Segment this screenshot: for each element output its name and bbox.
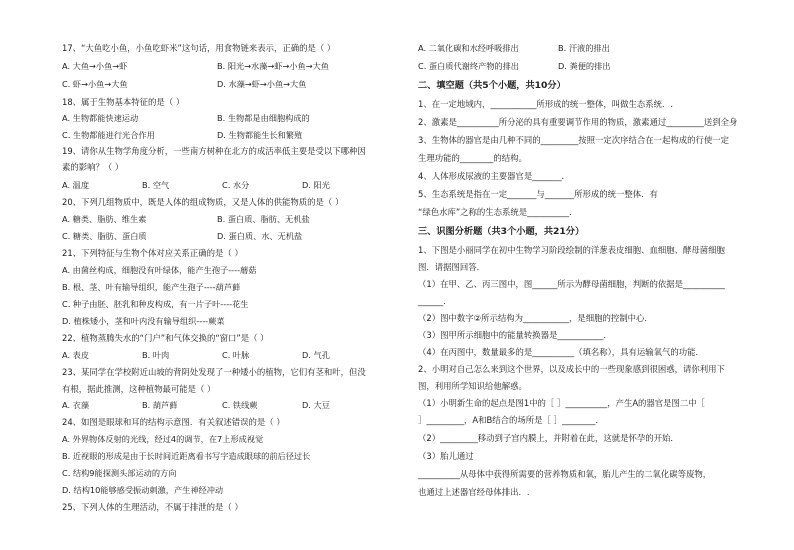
q21-option-c: C. 种子由胚、胚乳和种皮构成，有一片子叶----花生 (62, 299, 249, 309)
diagram-q2-sub2: （2）_________移动到子宫内膜上，并附着在此，这就是怀孕的开始． (418, 433, 679, 443)
q18-option-d: D. 生物都能生长和繁殖 (217, 130, 303, 140)
q20-option-d: D. 蛋白质、水、无机盐 (217, 231, 303, 241)
q21-option-a: A. 由菌丝构成，细胞没有叶绿体，能产生孢子----蘑菇 (62, 265, 257, 275)
fill-q1: 1、在一定地域内，___________所形成的统一整体，叫做生态系统．. (418, 99, 674, 109)
section3-title: 三、识图分析题（共3个小题，共21分） (418, 226, 585, 237)
fill-q5-line2: “绿色水库”之称的生态系统是__________． (418, 207, 578, 217)
q24-option-a: A. 外界物体反射的光线，经过4的调节，在7上形成视觉 (62, 434, 264, 444)
diagram-q2-line2: 图，利用所学知识给他解惑。 (418, 381, 527, 391)
diagram-q1-sub4: （4）在丙图中，数量最多的是__________（填名称），具有运输氧气的功能． (418, 347, 704, 357)
q22-option-a: A. 表皮 (62, 350, 90, 360)
diagram-q1-sub1: （1）在甲、乙、丙三图中，图______所示为酵母菌细胞，判断的依据是__________ (418, 279, 725, 289)
q19-option-c: C. 水分 (222, 180, 250, 190)
q24-stem: 24、如图是眼球和耳的结构示意图．有关叙述错误的是（ ） (62, 417, 285, 427)
q22-option-c: C. 叶脉 (222, 350, 250, 360)
q23-option-d: D. 大豆 (302, 400, 330, 410)
q23-option-c: C. 铁线蕨 (222, 400, 258, 410)
q18-option-b: B. 生物都是由细胞构成的 (217, 113, 310, 123)
q21-option-d: D. 植株矮小，茎和叶内没有输导组织----蕨菜 (62, 316, 225, 326)
diagram-q2-sub3-line2: __________从母体中获得所需要的营养物质和氧，胎儿产生的二氧化碳等废物， (418, 469, 712, 479)
diagram-q2-sub1-line2: ］_________，A和B结合的场所是［ ］________． (418, 415, 604, 425)
q24-option-c: C. 结构9能探测头部运动的方向 (62, 468, 177, 478)
q18-option-a: A. 生物都能快速运动 (62, 113, 139, 123)
q17-option-b: B. 阳光→水藻→虾→小鱼→大鱼 (217, 61, 329, 71)
q25-option-c: C. 蛋白质代谢终产物的排出 (418, 61, 519, 71)
q20-option-a: A. 糖类、脂肪、维生素 (62, 214, 147, 224)
diagram-q2-sub3-line3: 也通过上述器官经母体排出．. (418, 487, 530, 497)
q20-stem: 20、下列几组物质中，既是人体的组成物质，又是人体的供能物质的是（ ） (62, 197, 344, 207)
q19-option-b: B. 空气 (142, 180, 170, 190)
diagram-q1-sub2: （2）图中数字②所示结构为___________，是细胞的控制中心． (418, 313, 653, 323)
fill-q2: 2、激素是__________所分泌的具有重要调节作用的物质，激素通过_________送到全身 (418, 117, 738, 127)
q19-stem-line2: 素的影响？（ ） (62, 162, 124, 172)
diagram-q1-sub3: （3）图甲所示细胞中的能量转换器是___________． (418, 330, 612, 340)
q23-option-a: A. 衣藻 (62, 400, 90, 410)
fill-q3-line1: 3、生物体的器官是由几种不同的_________按照一定次序结合在一起构成的行使一定 (418, 135, 730, 145)
q17-option-c: C. 虾→小鱼→大鱼 (62, 79, 128, 89)
q22-stem: 22、植物蒸腾失水的“门户”和气体交换的“窗口”是（ ） (62, 333, 269, 343)
q24-option-d: D. 结构10能够感受振动刺激，产生神经冲动 (62, 485, 224, 495)
section2-title: 二、填空题（共5个小题，共10分） (418, 80, 566, 91)
diagram-q2-line1: 2、小明对自己怎么来到这个世界，以及成长中的一些现象感到很困惑，请你利用下 (418, 364, 725, 374)
q23-stem-line2: 有根，据此推测，这种植物最可能是（ ） (62, 384, 216, 394)
q23-option-b: B. 葫芦藓 (142, 400, 178, 410)
fill-q3-line2: 生理功能的________的结构。 (418, 153, 527, 163)
q17-stem: 17、“大鱼吃小鱼，小鱼吃虾米”这句话，用食物链来表示，正确的是（ ） (62, 43, 336, 53)
q25-option-b: B. 汗液的排出 (558, 43, 610, 53)
q22-option-b: B. 叶肉 (142, 350, 170, 360)
q19-option-d: D. 阳光 (302, 180, 330, 190)
q18-option-c: C. 生物都能进行光合作用 (62, 130, 155, 140)
q20-option-b: B. 蛋白质、脂肪、无机盐 (217, 214, 310, 224)
q23-stem-line1: 23、某同学在学校附近山坡的背阴处发现了一种矮小的植物，它们有茎和叶，但没 (62, 367, 366, 377)
fill-q5-line1: 5、生态系统是指在一定_______与_______所形成的统一整体．有 (418, 189, 658, 199)
diagram-q1-line2: 图．请据图回答． (418, 262, 485, 272)
diagram-q2-sub3: （3）胎儿通过 (418, 451, 474, 461)
diagram-q2-sub1-line1: （1）小明新生命的起点是图1中的［ ］__________，产生A的器官是图二中［ (418, 398, 706, 408)
q18-stem: 18、属于生物基本特征的是（ ） (62, 97, 185, 107)
q25-option-d: D. 粪便的排出 (558, 61, 611, 71)
q25-option-a: A. 二氧化碳和水经呼吸排出 (418, 43, 519, 53)
q19-stem-line1: 19、请你从生物学角度分析，一些南方树种在北方的成活率低主要是受以下哪种因 (62, 146, 366, 156)
q19-option-a: A. 温度 (62, 180, 90, 190)
diagram-q1-sub1-cont: ______． (418, 296, 452, 306)
fill-q4: 4、人体形成尿液的主要器官是_______. (418, 171, 565, 181)
q21-option-b: B. 根、茎、叶有输导组织，能产生孢子----葫芦藓 (62, 282, 241, 292)
q17-option-a: A. 大鱼→小鱼→虾 (62, 61, 128, 71)
q25-stem: 25、下列人体的生理活动，不属于排泄的是（ ） (62, 502, 243, 512)
q22-option-d: D. 气孔 (302, 350, 330, 360)
q17-option-d: D. 水藻→虾→小鱼→大鱼 (217, 79, 307, 89)
q24-option-b: B. 近视眼的形成是由于长时间近距离看书写字造成眼球的前后径过长 (62, 451, 311, 461)
q21-stem: 21、下列特征与生物个体对应关系正确的是（ ） (62, 248, 243, 258)
diagram-q1-line1: 1、下图是小丽同学在初中生物学习阶段绘制的洋葱表皮细胞、血细胞、酵母菌细胞 (418, 245, 725, 255)
q20-option-c: C. 糖类、脂肪、蛋白质 (62, 231, 147, 241)
